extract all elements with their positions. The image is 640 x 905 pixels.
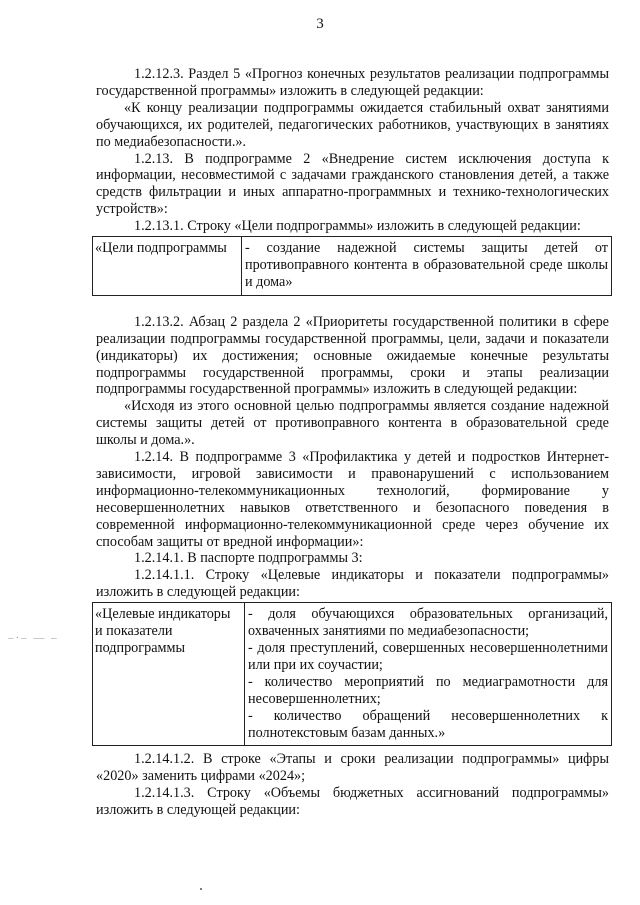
paragraph-1-2-14-1-2: 1.2.14.1.2. В строке «Этапы и сроки реализации подпрограммы» цифры «2020» заменить цифрами «2024»; xyxy=(96,751,609,785)
paragraph-1-2-13-1: 1.2.13.1. Строку «Цели подпрограммы» изложить в следующей редакции: xyxy=(134,218,581,235)
paragraph-1-2-14-1: 1.2.14.1. В паспорте подпрограммы 3: xyxy=(134,550,363,567)
quote-paragraph-1: «К концу реализации подпрограммы ожидается стабильный охват занятиями обучающихся, их родителей, педагогических работников, участвующих в занятиях по медиабезопасности.». xyxy=(96,99,609,150)
paragraph-1-2-14: 1.2.14. В подпрограмме 3 «Профилактика у детей и подростков Интернет-зависимости, игровой зависимости и правонарушений с использованием информационно-телекоммуникационных технологий, формирование у несовершеннолетних навыков ответственного и безопасного поведения в современной информационно-телекоммуникационной среде через обучение их способам защиты от вредной информации»: xyxy=(96,449,609,550)
goals-table-right-cell: - создание надежной системы защиты детей от противоправного контента в образовательной среде школы и дома» xyxy=(245,240,608,290)
document-body xyxy=(96,66,609,819)
indicator-item: - количество обращений несовершеннолетних к полнотекстовым базам данных.» xyxy=(248,707,608,741)
paragraph-1-2-14-1-3: 1.2.14.1.3. Строку «Объемы бюджетных ассигнований подпрограммы» изложить в следующей редакции: xyxy=(96,785,609,819)
goals-table-left-cell: «Цели подпрограммы xyxy=(93,237,242,295)
indicators-table-left-cell: «Целевые индикаторы и показатели подпрограммы xyxy=(93,603,245,745)
quote-paragraph-2: «Исходя из этого основной целью подпрограммы является создание надежной системы защиты детей от противоправного контента в образовательной среде школы и дома.». xyxy=(96,398,609,449)
indicator-item: - доля преступлений, совершенных несовершеннолетними или при их соучастии; xyxy=(248,640,608,673)
indicator-item: - количество мероприятий по медиаграмотности для несовершеннолетних; xyxy=(248,673,608,707)
indicator-item: - доля обучающихся образовательных организаций, охваченных занятиями по медиабезопасности; xyxy=(248,606,608,640)
indicators-table xyxy=(92,602,612,746)
page-number: 3 xyxy=(316,16,324,32)
margin-mark: –·– — – xyxy=(8,632,59,644)
scan-speck xyxy=(200,888,202,890)
goals-table xyxy=(92,236,612,296)
paragraph-1-2-13-2: 1.2.13.2. Абзац 2 раздела 2 «Приоритеты государственной политики в сфере реализации подпрограммы государственной программы, цели, задачи и показатели (индикаторы) их достижения; основные ожидаемые конечные результаты подпрограммы государственной программы, сроки и этапы реализации подпрограммы государственной программы» изложить в следующей редакции: xyxy=(96,313,609,398)
paragraph-1-2-12-3: 1.2.12.3. Раздел 5 «Прогноз конечных результатов реализации подпрограммы государственной программы» изложить в следующей редакции: xyxy=(96,66,609,99)
paragraph-1-2-14-1-1: 1.2.14.1.1. Строку «Целевые индикаторы и показатели подпрограммы» изложить в следующей редакции: xyxy=(96,567,609,601)
paragraph-1-2-13: 1.2.13. В подпрограмме 2 «Внедрение систем исключения доступа к информации, несовместимой с задачами гражданского становления детей, а также средств фильтрации и иных аппаратно-программных и технико-технологических устройств»: xyxy=(96,150,609,218)
indicators-table-right-cell xyxy=(245,603,611,745)
